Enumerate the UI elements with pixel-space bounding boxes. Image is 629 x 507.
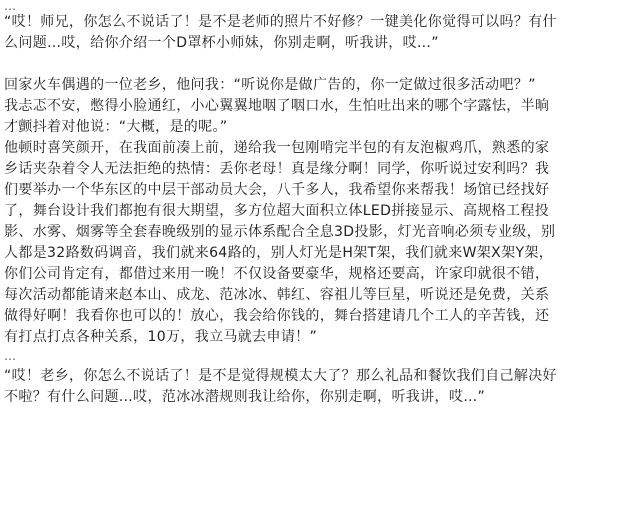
paragraph-first-dialogue: “哎！师兄，你怎么不说话了！是不是老师的照片不好修？一键美化你觉得可以吗？有什 么问题…哎，给你介绍一个D罩杯小师妹，你别走啊，听我讲，哎…” [4,14,557,51]
paragraph-last-dialogue: “哎！老乡，你怎么不说话了！是不是觉得规模太大了？那么礼品和餐饮我们自己解决好 不啦？有什么问题…哎，范冰冰潜规则我让给你，你别走啊，听我讲，哎…” [4,368,557,405]
paragraph-story: 回家火车偶遇的一位老乡，他问我：“听说你是做广告的，你一定做过很多活动吧？” 我忐忑不安，憋得小脸通红，小心翼翼地咽了咽口水，生怕吐出来的哪个字露怯，半晌 才颤抖着对他说：“大概，是的呢。” 他顿时喜笑颜开，在我面前凑上前，递给我一包刚啃完半包的有友泡椒鸡爪，熟悉的家 乡话夹杂着令人无法拒绝的热情：丢你老母！真是缘分啊！同学，你听说过安利吗？我 们要举办一个华东区的中层干部动员大会，八千多人，我希望你来帮我！场馆已经找好 了，舞台设计我们都抱有很大期望，多方位超大面积立体LED拼接显示、高规格工程投 影、水雾、烟雾等全套春晚级别的显示体系配合全息3D投影，灯光音响必须专业级，别 人都是32路数码调音，我们就来64路的，别人灯光是H架T架，我们就来W架X架Y架， 你们公司肯定有，都借过来用一晚！不仅设备要豪华，规格还要高，许家印就很不错， 每次活动都能请来赵本山、成龙、范冰冰、韩红、容祖儿等巨星，听说还是免费，关系 做得好啊！我看你也可以的！放心，我会给你钱的，舞台搭建请几个工人的辛苦钱，还 有打点打点各种关系，10万，我立马就去申请！” [4,77,556,345]
middle-ellipsis: … [4,349,17,363]
paragraph-gap [4,54,626,75]
leading-ellipsis: … [4,0,17,13]
article-body [4,0,626,408]
